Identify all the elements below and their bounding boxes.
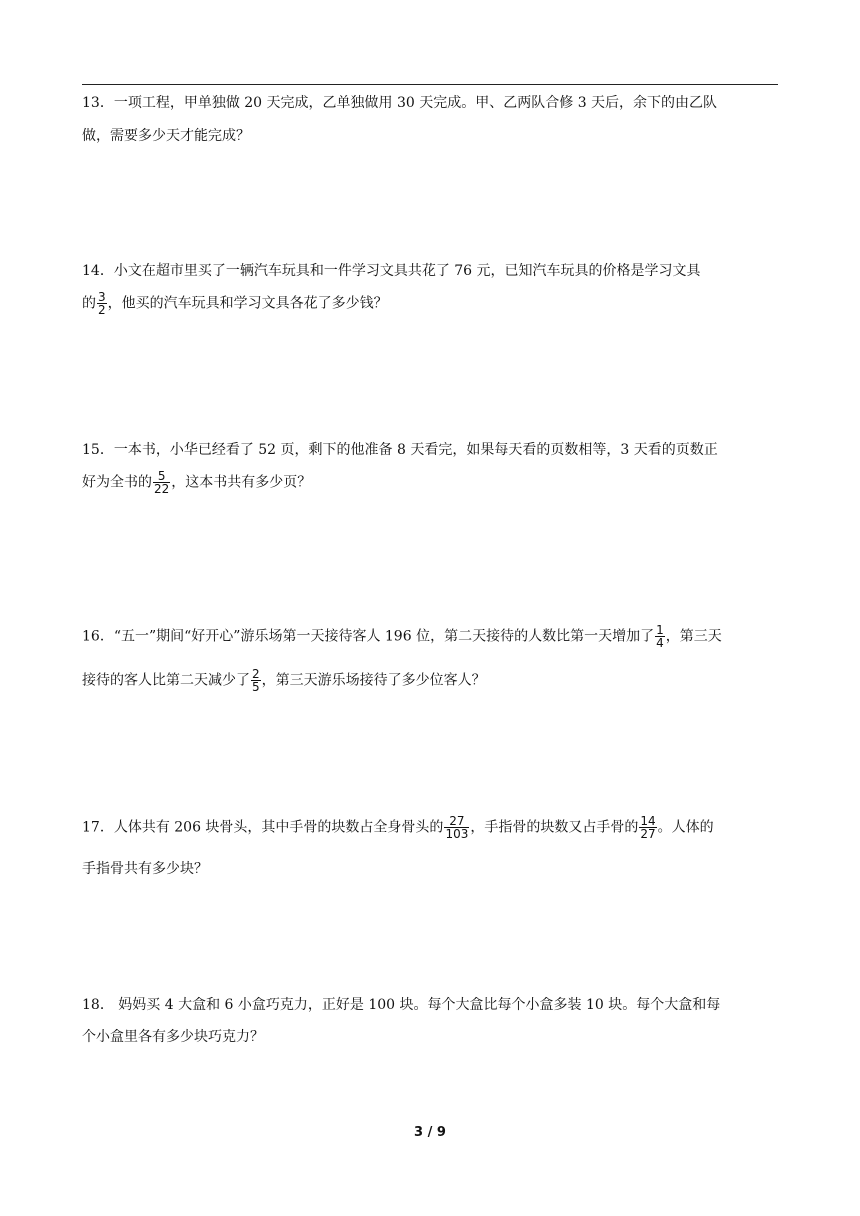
question-17-text-c: 。人体的: [657, 819, 714, 836]
fraction-numerator: 27: [444, 815, 469, 828]
question-17: [82, 815, 778, 885]
question-17-line-2: 手指骨共有多少块？: [82, 861, 208, 877]
question-14-line-2: [82, 291, 388, 316]
fraction-numerator: 3: [98, 290, 106, 304]
question-16: [82, 624, 778, 704]
fraction: [639, 815, 656, 840]
question-15: [82, 440, 778, 510]
fraction-denominator: 5: [252, 680, 260, 694]
fraction: [655, 624, 665, 649]
question-16-text-c: 接待的客人比第二天减少了: [82, 672, 250, 689]
fraction-denominator: 4: [656, 636, 664, 650]
question-16-text-b: ，第三天: [665, 628, 722, 645]
question-15-line-2: [82, 470, 311, 495]
question-18-line-2: 个小盒里各有多少块巧克力？: [82, 1029, 264, 1045]
fraction-denominator: 27: [640, 827, 656, 841]
question-15-line-1: 15．一本书，小华已经看了 52 页，剩下的他准备 8 天看完，如果每天看的页数相等，3 天看的页数正: [82, 442, 718, 458]
question-17-text-a: 17．人体共有 206 块骨头，其中手骨的块数占全身骨头的: [82, 819, 444, 836]
question-13-line-2: 做，需要多少天才能完成？: [82, 128, 250, 144]
question-14-line-1: 14．小文在超市里买了一辆汽车玩具和一件学习文具共花了 76 元，已知汽车玩具的价格是学习文具: [82, 263, 701, 279]
question-17-text-b: ，手指骨的块数又占手骨的: [470, 819, 639, 836]
question-18: [82, 995, 778, 1055]
question-16-line-2: [82, 668, 486, 693]
header-rule: [82, 84, 778, 85]
question-13-line-1: 13．一项工程，甲单独做 20 天完成，乙单独做用 30 天完成。甲、乙两队合修 3 天后，余下的由乙队: [82, 95, 718, 111]
question-17-line-1: [82, 815, 714, 840]
question-14: [82, 261, 778, 331]
fraction-denominator: 2: [98, 303, 106, 317]
fraction-denominator: 22: [154, 482, 170, 496]
fraction-numerator: 5: [153, 470, 170, 483]
question-14-text-b: ，他买的汽车玩具和学习文具各花了多少钱？: [107, 295, 388, 312]
fraction: [97, 291, 107, 316]
question-16-text-d: ，第三天游乐场接待了多少位客人？: [261, 672, 486, 689]
question-16-text-a: 16．“五一”期间“好开心”游乐场第一天接待客人 196 位，第二天接待的人数比第一天增加了: [82, 628, 655, 645]
page-number: 3 / 9: [414, 1125, 446, 1140]
question-15-text-b: ，这本书共有多少页？: [171, 474, 312, 491]
question-13: [82, 93, 778, 153]
question-18-line-1: 18． 妈妈买 4 大盒和 6 小盒巧克力，正好是 100 块。每个大盒比每个小盒多装 10 块。每个大盒和每: [82, 997, 721, 1013]
fraction: [444, 815, 469, 840]
fraction-numerator: 1: [656, 623, 664, 637]
fraction: [153, 470, 170, 495]
fraction: [251, 668, 261, 693]
question-14-text-a: 的: [82, 295, 96, 312]
question-15-text-a: 好为全书的: [82, 474, 152, 491]
fraction-numerator: 14: [640, 814, 656, 828]
fraction-numerator: 2: [252, 667, 260, 681]
fraction-denominator: 103: [445, 827, 469, 841]
question-16-line-1: [82, 624, 722, 649]
